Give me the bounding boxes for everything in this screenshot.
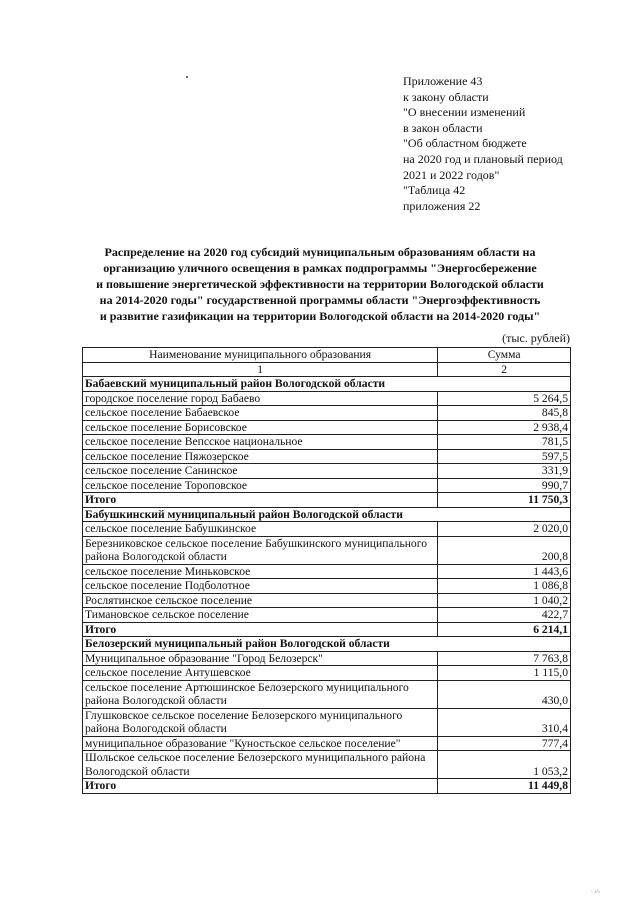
total-amount: 11 750,3: [438, 493, 571, 508]
table-row: [83, 420, 571, 435]
table-row: [83, 435, 571, 450]
subsidy-amount: 200,8: [438, 536, 571, 564]
subsidy-amount: 781,5: [438, 435, 571, 450]
subsidy-amount: 777,4: [438, 736, 571, 751]
table-row: [83, 593, 571, 608]
subsidy-amount: 1 040,2: [438, 593, 571, 608]
title-line: организацию уличного освещения в рамках подпрограммы "Энергосбережение: [103, 261, 537, 275]
document-title: [70, 244, 570, 324]
subsidy-amount: 1 053,2: [438, 751, 571, 779]
table-row: [83, 579, 571, 594]
municipality-name: сельское поселение Вепсское национальное: [83, 435, 438, 450]
header-name: Наименование муниципального образования: [83, 348, 438, 363]
table-row: [83, 680, 571, 708]
municipality-name: Глушковское сельское поселение Белозерского муниципального района Вологодской области: [83, 708, 438, 736]
col-number-1: 1: [83, 362, 438, 377]
total-row: [83, 779, 571, 794]
total-label: Итого: [83, 493, 438, 508]
municipality-name: сельское поселение Бабушкинское: [83, 522, 438, 537]
subsidy-amount: 5 264,5: [438, 391, 571, 406]
column-number-row: [83, 362, 571, 377]
total-row: [83, 622, 571, 637]
table-row: [83, 564, 571, 579]
subsidy-amount: 2 020,0: [438, 522, 571, 537]
municipality-name: сельское поселение Подболотное: [83, 579, 438, 594]
appendix-line: 2021 и 2022 годов": [403, 167, 500, 182]
table-row: [83, 478, 571, 493]
subsidy-amount: 430,0: [438, 680, 571, 708]
table-row: [83, 608, 571, 623]
title-line: на 2014-2020 годы" государственной программы области "Энергоэффективность: [99, 293, 541, 307]
subsidy-amount: 1 443,6: [438, 564, 571, 579]
municipality-name: сельское поселение Артюшинское Белозерского муниципального района Вологодской области: [83, 680, 438, 708]
total-label: Итого: [83, 779, 438, 794]
total-amount: 6 214,1: [438, 622, 571, 637]
municipality-name: городское поселение город Бабаево: [83, 391, 438, 406]
table-row: [83, 464, 571, 479]
table-header-row: [83, 348, 571, 363]
section-title: Бабушкинский муниципальный район Вологодской области: [83, 507, 571, 522]
section-row: [83, 507, 571, 522]
appendix-line: "Таблица 42: [403, 183, 466, 198]
table-row: [83, 708, 571, 736]
municipality-name: сельское поселение Антушевское: [83, 666, 438, 681]
title-line: и развитие газификации на территории Вологодской области на 2014-2020 годы": [99, 309, 541, 323]
table-row: [83, 736, 571, 751]
section-title: Белозерский муниципальный район Вологодской области: [83, 637, 571, 652]
municipality-name: Муниципальное образование "Город Белозерск": [83, 651, 438, 666]
municipality-name: Рослятинское сельское поселение: [83, 593, 438, 608]
subsidy-amount: 310,4: [438, 708, 571, 736]
municipality-name: сельское поселение Бабаевское: [83, 406, 438, 421]
appendix-line: на 2020 год и плановый период: [403, 151, 563, 166]
appendix-note: [403, 74, 623, 214]
appendix-line: "О внесении изменений: [403, 105, 526, 120]
municipality-name: Шольское сельское поселение Белозерского муниципального района Вологодской области: [83, 751, 438, 779]
header-sum: Сумма: [438, 348, 571, 363]
title-line: Распределение на 2020 год субсидий муниципальным образованиям области на: [104, 245, 536, 259]
table-row: [83, 391, 571, 406]
unit-label: (тыс. рублей): [502, 331, 570, 345]
municipality-name: сельское поселение Пяжозерское: [83, 449, 438, 464]
subsidy-table: [82, 347, 571, 794]
municipality-name: сельское поселение Миньковское: [83, 564, 438, 579]
title-line: и повышение энергетической эффективности на территории Вологодской области: [96, 277, 544, 291]
scan-speck: [186, 76, 188, 78]
total-amount: 11 449,8: [438, 779, 571, 794]
municipality-name: сельское поселение Тороповское: [83, 478, 438, 493]
municipality-name: Тимановское сельское поселение: [83, 608, 438, 623]
subsidy-amount: 2 938,4: [438, 420, 571, 435]
subsidy-amount: 422,7: [438, 608, 571, 623]
appendix-line: приложения 22: [403, 198, 481, 213]
section-title: Бабаевский муниципальный район Вологодской области: [83, 377, 571, 392]
table-row: [83, 536, 571, 564]
total-row: [83, 493, 571, 508]
page-mark: · ‹/›: [590, 889, 600, 895]
municipality-name: муниципальное образование "Куностьское сельское поселение": [83, 736, 438, 751]
section-row: [83, 377, 571, 392]
table-row: [83, 522, 571, 537]
subsidy-amount: 1 115,0: [438, 666, 571, 681]
table-row: [83, 406, 571, 421]
subsidy-amount: 597,5: [438, 449, 571, 464]
appendix-line: Приложение 43: [403, 74, 483, 88]
municipality-name: сельское поселение Санинское: [83, 464, 438, 479]
col-number-2: 2: [438, 362, 571, 377]
municipality-name: Березниковское сельское поселение Бабушкинского муниципального района Вологодской области: [83, 536, 438, 564]
appendix-line: в закон области: [403, 120, 483, 135]
subsidy-amount: 331,9: [438, 464, 571, 479]
table-row: [83, 651, 571, 666]
subsidy-amount: 845,8: [438, 406, 571, 421]
total-label: Итого: [83, 622, 438, 637]
appendix-line: "Об областном бюджете: [403, 136, 527, 151]
subsidy-amount: 1 086,8: [438, 579, 571, 594]
table-row: [83, 751, 571, 779]
subsidy-amount: 7 763,8: [438, 651, 571, 666]
appendix-line: к закону области: [403, 89, 489, 104]
table-row: [83, 666, 571, 681]
municipality-name: сельское поселение Борисовское: [83, 420, 438, 435]
section-row: [83, 637, 571, 652]
table-row: [83, 449, 571, 464]
subsidy-amount: 990,7: [438, 478, 571, 493]
